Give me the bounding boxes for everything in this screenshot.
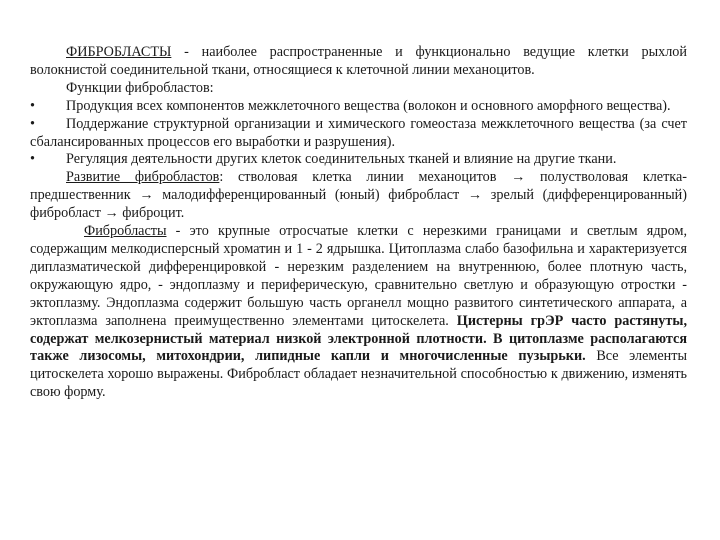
development-text: : стволовая клетка линии механоцитов → полустволовая клетка-предшественник → малодифференцированный (юный) фибробласт → зрелый (дифференцированный) фибробласт → фиброцит. (30, 169, 687, 222)
term-fibroblasts: ФИБРОБЛАСТЫ (66, 44, 172, 60)
function-item-text: Поддержание структурной организации и химического гомеостаза межклеточного вещества (за счет сбалансированных процессов его выработки и разрушения). (30, 115, 687, 150)
paragraph-development (30, 169, 687, 223)
paragraph-fibroblast-definition (30, 44, 687, 80)
function-item-text: Регуляция деятельности других клеток соединительных тканей и влияние на другие ткани. (66, 151, 617, 168)
function-item-1 (30, 98, 687, 116)
function-item-3 (30, 151, 687, 169)
document-body (30, 44, 687, 402)
functions-heading: Функции фибробластов: (66, 79, 214, 96)
bullet-marker: • (30, 151, 35, 168)
definition-text: - наиболее распространенные и функционально ведущие клетки рыхлой волокнистой соединительной ткани, относящиеся к клеточной линии механоцитов. (30, 44, 687, 78)
function-item-text: Продукция всех компонентов межклеточного вещества (волокон и основного аморфного вещества). (66, 97, 671, 114)
structure-text-bold: Цистерны грЭР часто растянуты, содержат мелкозернистый материал низкой электронной плотности. В цитоплазме располагаются также лизосомы, митохондрии, липидные капли и многочисленные пузырьки. (30, 312, 687, 365)
paragraph-fibroblast-structure (30, 223, 687, 402)
bullet-marker: • (30, 115, 35, 132)
term-development: Развитие фибробластов (66, 169, 220, 186)
term-fibroblasts-2: Фибробласты (84, 223, 167, 240)
bullet-marker: • (30, 97, 35, 114)
structure-text-a: - это крупные отросчатые клетки с нерезкими границами и светлым ядром, содержащим мелкодисперсный хроматин и 1 - 2 ядрышка. Цитоплазма слабо базофильна и характеризуется диплазматической дифференцировкой - нерезким разделением на внутреннюю, более плотную часть, окружающую ядро, - эндоплазму и периферическую, сравнительно светлую и образующую отростки - эктоплазму. Эндоплазма содержит большую часть органелл мощно развитого синтетического аппарата, а эктоплазма заполнена преимущественно элементами цитоскелета. (30, 223, 687, 329)
function-item-2 (30, 116, 687, 152)
structure-text-b: Все элементы цитоскелета хорошо выражены. Фибробласт обладает незначительной способностью к движению, изменять свою форму. (30, 348, 687, 401)
